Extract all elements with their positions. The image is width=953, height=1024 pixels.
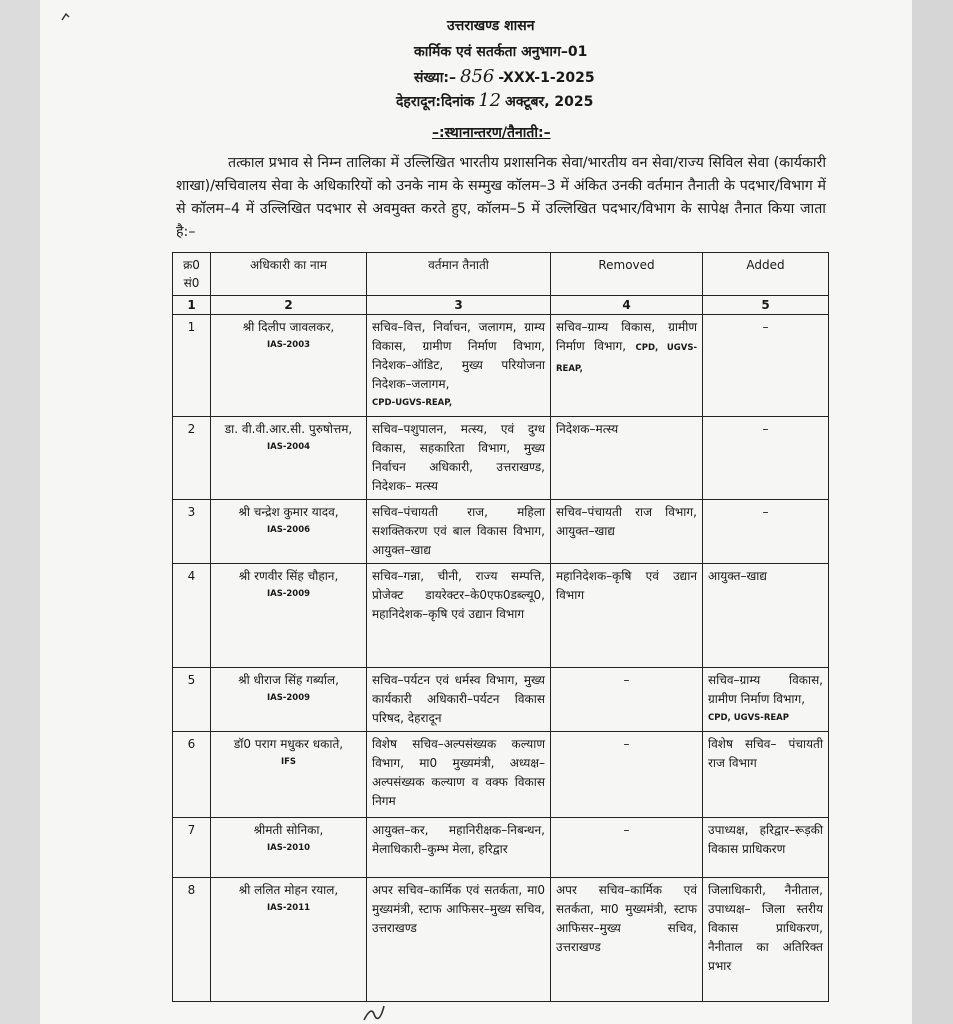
removed-cell: निदेशक–मत्स्य (551, 417, 703, 500)
header-serial: क्र0 सं0 (173, 253, 211, 296)
order-date (396, 90, 696, 111)
removed-cell: अपर सचिव–कार्मिक एवं सतर्कता, मा0 मुख्यमंत्री, स्टाफ आफिसर–मुख्य सचिव, उत्तराखण्ड (551, 878, 703, 1002)
table-row (173, 417, 829, 500)
added-cell (703, 668, 829, 732)
column-number-row (173, 296, 829, 315)
removed-cell (551, 315, 703, 417)
header-removed: Removed (551, 253, 703, 296)
officer-service: IAS-2003 (266, 340, 311, 350)
table-row (173, 564, 829, 668)
serial-cell: 7 (173, 818, 211, 878)
current-posting-cell (367, 315, 551, 417)
officer-service: IAS-2009 (266, 693, 311, 703)
officer-service: IAS-2010 (266, 843, 311, 853)
removed-text: सचिव–ग्राम्य विकास, ग्रामीण निर्माण विभाग, (556, 320, 697, 353)
officer-name: श्रीमती सोनिका, (253, 823, 324, 837)
added-text: सचिव–ग्राम्य विकास, ग्रामीण निर्माण विभाग, (708, 673, 823, 706)
current-posting-code: CPD-UGVS-REAP, (372, 398, 453, 408)
officer-name: श्री रणवीर सिंह चौहान, (238, 569, 339, 583)
date-handwritten: 12 (478, 90, 502, 111)
table-row (173, 668, 829, 732)
signature-mark-icon (360, 1000, 390, 1024)
officer-cell (211, 818, 367, 878)
ref-prefix: संख्या:– (414, 70, 456, 86)
officer-cell (211, 878, 367, 1002)
transfer-table (172, 252, 829, 1002)
date-suffix: अक्टूबर, 2025 (505, 94, 594, 110)
current-posting-cell: अपर सचिव–कार्मिक एवं सतर्कता, मा0 मुख्यमंत्री, स्टाफ आफिसर–मुख्य सचिव, उत्तराखण्ड (367, 878, 551, 1002)
table-row (173, 818, 829, 878)
serial-cell: 2 (173, 417, 211, 500)
column-number: 5 (703, 296, 829, 315)
officer-cell (211, 500, 367, 564)
added-cell: – (703, 315, 829, 417)
officer-name: डॉ0 पराग मधुकर धकाते, (233, 737, 344, 751)
current-posting-cell: सचिव–पशुपालन, मत्स्य, एवं दुग्ध विकास, सहकारिता विभाग, मुख्य निर्वाचन अधिकारी, उत्तराखण्ड, निदेशक– मत्स्य (367, 417, 551, 500)
officer-name: डा. वी.वी.आर.सी. पुरुषोत्तम, (224, 422, 353, 436)
page-left-margin (0, 0, 40, 1024)
officer-cell (211, 732, 367, 818)
table-row (173, 500, 829, 564)
date-prefix: देहरादून:दिनांक (396, 94, 475, 110)
ref-handwritten: 856 (460, 66, 495, 87)
current-posting-cell: सचिव–गन्ना, चीनी, राज्य सम्पत्ति, प्रोजेक्ट डायरेक्टर–के0एफ0डब्ल्यू0, महानिदेशक–कृषि एवं उद्यान विभाग (367, 564, 551, 668)
added-cell: आयुक्त–खाद्य (703, 564, 829, 668)
serial-cell: 6 (173, 732, 211, 818)
removed-cell: – (551, 732, 703, 818)
removed-cell: सचिव–पंचायती राज विभाग, आयुक्त–खाद्य (551, 500, 703, 564)
officer-name: श्री ललित मोहन रयाल, (238, 883, 339, 897)
government-title: उत्तराखण्ड शासन (447, 18, 535, 34)
added-cell: उपाध्यक्ष, हरिद्वार–रूड़की विकास प्राधिकरण (703, 818, 829, 878)
column-number: 3 (367, 296, 551, 315)
serial-cell: 3 (173, 500, 211, 564)
officer-service: IAS-2009 (266, 589, 311, 599)
intro-paragraph: तत्काल प्रभाव से निम्न तालिका में उल्लिखित भारतीय प्रशासनिक सेवा/भारतीय वन सेवा/राज्य सिविल सेवा (कार्यकारी शाखा)/सचिवालय सेवा के अधिकारियों को उनके नाम के सम्मुख कॉलम–3 में अंकित उनकी वर्तमान तैनाती के पदभार/विभाग में से कॉलम–4 में उल्लिखित पदभार से अवमुक्त करते हुए, कॉलम–5 में उल्लिखित पदभार/विभाग के सापेक्ष तैनात किया जाता है:– (176, 155, 826, 240)
officer-name: श्री दिलीप जावलकर, (242, 320, 335, 334)
removed-code: CPD, UGVS-REAP, (556, 343, 697, 374)
officer-name: श्री चन्द्रेश कुमार यादव, (238, 505, 339, 519)
officer-service: IFS (280, 757, 297, 767)
added-code: CPD, UGVS-REAP (708, 713, 789, 723)
reference-number (414, 66, 714, 87)
column-number: 1 (173, 296, 211, 315)
table-row (173, 878, 829, 1002)
removed-cell: – (551, 668, 703, 732)
added-cell: विशेष सचिव– पंचायती राज विभाग (703, 732, 829, 818)
removed-cell: महानिदेशक–कृषि एवं उद्यान विभाग (551, 564, 703, 668)
added-cell: – (703, 417, 829, 500)
added-cell: जिलाधिकारी, नैनीताल, उपाध्यक्ष– जिला स्तरीय विकास प्राधिकरण, नैनीताल का अतिरिक्त प्रभार (703, 878, 829, 1002)
table-row (173, 315, 829, 417)
officer-cell (211, 315, 367, 417)
column-number: 4 (551, 296, 703, 315)
serial-cell: 1 (173, 315, 211, 417)
added-cell: – (703, 500, 829, 564)
order-subject: –:स्थानान्तरण/तैनाती:– (432, 125, 551, 141)
officer-cell (211, 417, 367, 500)
ref-suffix: -XXX-1-2025 (498, 70, 595, 86)
header-officer-name: अधिकारी का नाम (211, 253, 367, 296)
column-number: 2 (211, 296, 367, 315)
table-header-row (173, 253, 829, 296)
officer-service: IAS-2011 (266, 903, 311, 913)
header-added: Added (703, 253, 829, 296)
header-current-posting: वर्तमान तैनाती (367, 253, 551, 296)
removed-cell: – (551, 818, 703, 878)
serial-cell: 5 (173, 668, 211, 732)
current-posting-cell: सचिव–पर्यटन एवं धर्मस्व विभाग, मुख्य कार्यकारी अधिकारी–पर्यटन विकास परिषद, देहरादून (367, 668, 551, 732)
officer-cell (211, 668, 367, 732)
officer-name: श्री धीराज सिंह गर्ब्याल, (238, 673, 339, 687)
current-posting-cell: आयुक्त–कर, महानिरीक्षक–निबन्धन, मेलाधिकारी–कुम्भ मेला, हरिद्वार (367, 818, 551, 878)
pen-mark-icon (60, 12, 72, 22)
officer-service: IAS-2006 (266, 525, 311, 535)
department-title: कार्मिक एवं सतर्कता अनुभाग–01 (414, 44, 588, 60)
table-row (173, 732, 829, 818)
serial-cell: 4 (173, 564, 211, 668)
officer-service: IAS-2004 (266, 442, 311, 452)
page-right-margin (912, 0, 953, 1024)
serial-cell: 8 (173, 878, 211, 1002)
current-posting-cell: विशेष सचिव–अल्पसंख्यक कल्याण विभाग, मा0 मुख्यमंत्री, अध्यक्ष– अल्पसंख्यक कल्याण व वक्फ विकास निगम (367, 732, 551, 818)
officer-cell (211, 564, 367, 668)
current-posting-cell: सचिव–पंचायती राज, महिला सशक्तिकरण एवं बाल विकास विभाग, आयुक्त–खाद्य (367, 500, 551, 564)
current-posting-text: सचिव–वित्त, निर्वाचन, जलागम, ग्राम्य विकास, ग्रामीण निर्माण विभाग, निदेशक–ऑडिट, मुख्य परियोजना निदेशक–जलागम, (372, 320, 545, 391)
